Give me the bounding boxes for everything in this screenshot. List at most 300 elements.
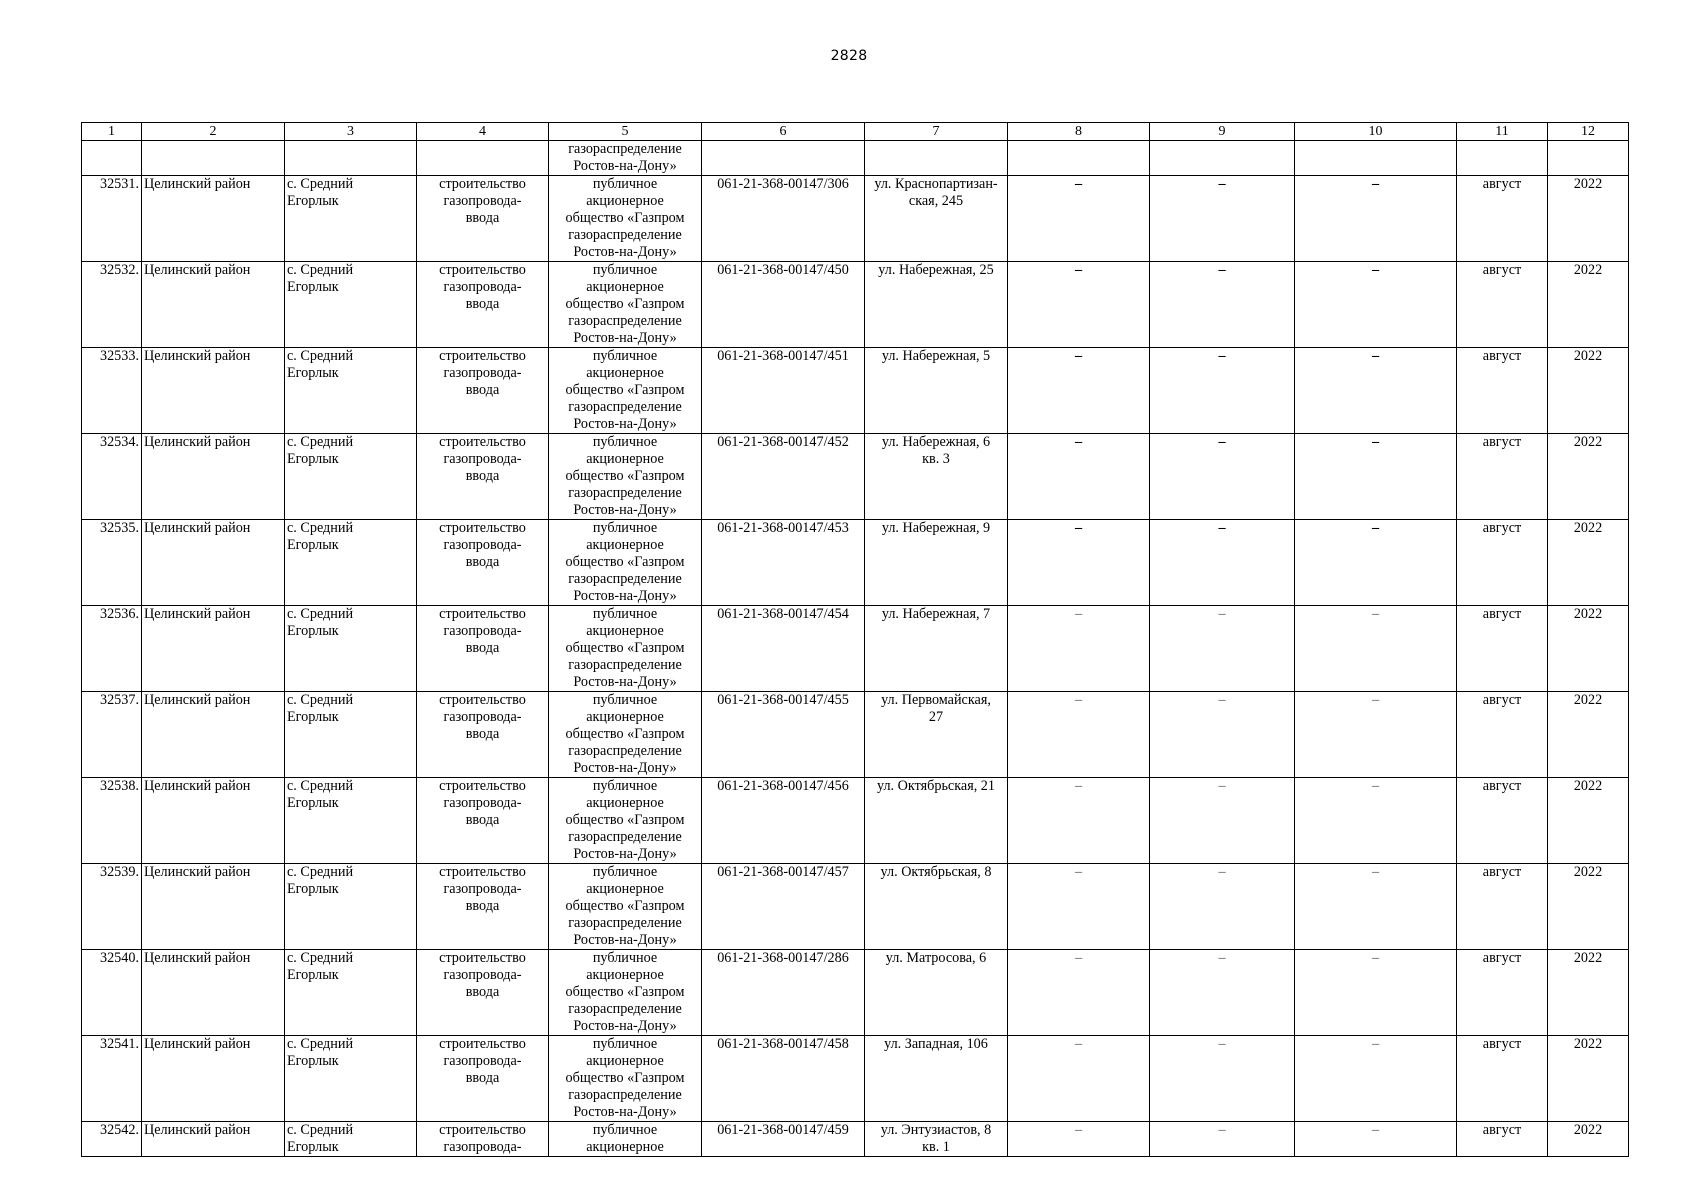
cell-col9-line: – xyxy=(1218,606,1226,622)
cell-row-number-line: 32533. xyxy=(99,348,139,364)
cell-row-number xyxy=(82,262,142,348)
column-header-10: 10 xyxy=(1295,123,1457,141)
cell-month-line: август xyxy=(1482,262,1522,278)
cell-col10-line: – xyxy=(1371,606,1380,622)
cell-empty xyxy=(865,141,1008,176)
table-row xyxy=(82,1036,1629,1122)
cell-owner-line: газораспределение xyxy=(568,313,682,329)
cell-work-type-line: ввода xyxy=(465,812,500,828)
cell-col8 xyxy=(1008,864,1150,950)
cell-owner-line: акционерное xyxy=(586,881,664,897)
table-row xyxy=(82,520,1629,606)
cell-col8 xyxy=(1008,176,1150,262)
cell-row-number xyxy=(82,520,142,606)
cell-work-type-line: ввода xyxy=(465,984,500,1000)
cell-work-type-line: ввода xyxy=(465,898,500,914)
cell-work-type xyxy=(417,348,549,434)
cell-owner-line: акционерное xyxy=(586,795,664,811)
cell-col10 xyxy=(1295,864,1457,950)
cell-address-line: ул. Энтузиастов, 8 xyxy=(880,1122,992,1138)
cell-owner-line: публичное xyxy=(592,1036,658,1052)
table-row xyxy=(82,778,1629,864)
cell-address xyxy=(865,176,1008,262)
cell-owner xyxy=(549,434,702,520)
cell-settlement-line: Егорлык xyxy=(287,193,339,209)
cell-owner-line: публичное xyxy=(592,778,658,794)
cell-work-type-line: ввода xyxy=(465,382,500,398)
cell-row-number-line: 32536. xyxy=(99,606,139,622)
cell-owner-line: общество «Газпром xyxy=(565,1070,685,1086)
cell-code-line: 061-21-368-00147/459 xyxy=(717,1122,849,1138)
cell-settlement-line: с. Средний xyxy=(287,262,354,278)
cell-code-line: 061-21-368-00147/451 xyxy=(717,348,849,364)
owner-line: газораспределение xyxy=(568,141,682,157)
cell-district xyxy=(142,262,285,348)
column-header-2: 2 xyxy=(142,123,285,141)
cell-col9 xyxy=(1150,950,1295,1036)
cell-row-number xyxy=(82,348,142,434)
cell-month-line: август xyxy=(1482,778,1522,794)
cell-settlement-line: с. Средний xyxy=(287,606,354,622)
continuation-row xyxy=(82,141,1629,176)
cell-owner-line: публичное xyxy=(592,434,658,450)
cell-owner-line: общество «Газпром xyxy=(565,554,685,570)
cell-col8-line: – xyxy=(1074,1036,1083,1052)
cell-owner-line: Ростов-на-Дону» xyxy=(573,502,677,518)
cell-settlement-line: с. Средний xyxy=(287,1036,354,1052)
cell-empty xyxy=(1008,141,1150,176)
cell-col8-line: – xyxy=(1074,864,1083,880)
cell-col8 xyxy=(1008,950,1150,1036)
cell-year-line: 2022 xyxy=(1573,1122,1603,1138)
cell-col9-line: – xyxy=(1218,950,1226,966)
cell-work-type-line: газопровода- xyxy=(443,1139,522,1155)
cell-col8 xyxy=(1008,348,1150,434)
cell-settlement xyxy=(285,692,417,778)
cell-col10 xyxy=(1295,434,1457,520)
cell-empty xyxy=(1548,141,1629,176)
cell-district-line: Целинский район xyxy=(144,692,251,708)
table-row xyxy=(82,950,1629,1036)
cell-settlement xyxy=(285,1122,417,1157)
cell-district xyxy=(142,176,285,262)
cell-col8-line: – xyxy=(1074,606,1083,622)
cell-code-line: 061-21-368-00147/306 xyxy=(717,176,849,192)
cell-year-line: 2022 xyxy=(1573,434,1603,450)
cell-settlement-line: с. Средний xyxy=(287,950,354,966)
cell-owner-line: Ростов-на-Дону» xyxy=(573,674,677,690)
cell-col8-line: – xyxy=(1074,348,1083,364)
cell-work-type-line: ввода xyxy=(465,468,500,484)
cell-work-type-line: газопровода- xyxy=(443,623,522,639)
column-header-5: 5 xyxy=(549,123,702,141)
cell-code-line: 061-21-368-00147/458 xyxy=(717,1036,849,1052)
cell-year xyxy=(1548,864,1629,950)
cell-col9-line: – xyxy=(1218,864,1226,880)
cell-work-type-line: газопровода- xyxy=(443,365,522,381)
cell-year xyxy=(1548,778,1629,864)
cell-owner-line: Ростов-на-Дону» xyxy=(573,588,677,604)
cell-work-type-line: строительство xyxy=(439,348,526,364)
cell-month-line: август xyxy=(1482,692,1522,708)
cell-empty xyxy=(1457,141,1548,176)
cell-address xyxy=(865,864,1008,950)
cell-work-type-line: ввода xyxy=(465,1070,500,1086)
cell-empty xyxy=(1150,141,1295,176)
cell-col10-line: – xyxy=(1371,864,1380,880)
cell-owner-continuation xyxy=(549,141,702,176)
cell-year xyxy=(1548,434,1629,520)
cell-district-line: Целинский район xyxy=(144,1036,251,1052)
cell-settlement-line: Егорлык xyxy=(287,365,339,381)
column-header-3: 3 xyxy=(285,123,417,141)
cell-col8 xyxy=(1008,692,1150,778)
cell-work-type xyxy=(417,434,549,520)
cell-year xyxy=(1548,520,1629,606)
data-table xyxy=(81,122,1629,1157)
cell-row-number-line: 32535. xyxy=(99,520,139,536)
cell-month xyxy=(1457,864,1548,950)
cell-code-line: 061-21-368-00147/457 xyxy=(717,864,849,880)
cell-owner-line: общество «Газпром xyxy=(565,898,685,914)
cell-owner-line: акционерное xyxy=(586,365,664,381)
cell-settlement-line: Егорлык xyxy=(287,881,339,897)
cell-owner xyxy=(549,1036,702,1122)
cell-row-number-line: 32534. xyxy=(99,434,139,450)
cell-owner-line: акционерное xyxy=(586,709,664,725)
cell-settlement xyxy=(285,950,417,1036)
table-row xyxy=(82,176,1629,262)
cell-address-line: ул. Западная, 106 xyxy=(884,1036,988,1052)
cell-col9 xyxy=(1150,262,1295,348)
cell-empty xyxy=(82,141,142,176)
cell-empty xyxy=(285,141,417,176)
cell-settlement-line: с. Средний xyxy=(287,864,354,880)
cell-owner-line: газораспределение xyxy=(568,485,682,501)
cell-address-line: 27 xyxy=(928,709,944,725)
cell-district xyxy=(142,864,285,950)
cell-district-line: Целинский район xyxy=(144,864,251,880)
cell-year xyxy=(1548,606,1629,692)
cell-owner-line: публичное xyxy=(592,348,658,364)
column-header-11: 11 xyxy=(1457,123,1548,141)
cell-code xyxy=(702,950,865,1036)
cell-col9-line: – xyxy=(1218,262,1226,278)
cell-address-line: ул. Набережная, 5 xyxy=(881,348,991,364)
cell-settlement xyxy=(285,864,417,950)
cell-owner xyxy=(549,520,702,606)
cell-address-line: ул. Набережная, 7 xyxy=(881,606,991,622)
cell-code xyxy=(702,606,865,692)
cell-district-line: Целинский район xyxy=(144,606,251,622)
cell-col9 xyxy=(1150,1036,1295,1122)
cell-settlement-line: Егорлык xyxy=(287,1053,339,1069)
cell-owner-line: общество «Газпром xyxy=(565,726,685,742)
cell-address-line: ул. Октябрьская, 8 xyxy=(880,864,992,880)
cell-owner-line: публичное xyxy=(592,606,658,622)
cell-col8 xyxy=(1008,1122,1150,1157)
cell-district xyxy=(142,348,285,434)
cell-address-line: ул. Набережная, 6 xyxy=(881,434,991,450)
cell-col8 xyxy=(1008,1036,1150,1122)
cell-work-type-line: ввода xyxy=(465,210,500,226)
column-header-9: 9 xyxy=(1150,123,1295,141)
cell-col10 xyxy=(1295,1036,1457,1122)
cell-owner-line: газораспределение xyxy=(568,1001,682,1017)
cell-col9 xyxy=(1150,520,1295,606)
cell-col8-line: – xyxy=(1074,692,1083,708)
column-header-12: 12 xyxy=(1548,123,1629,141)
cell-row-number-line: 32539. xyxy=(99,864,139,880)
cell-settlement-line: с. Средний xyxy=(287,348,354,364)
cell-col9-line: – xyxy=(1218,778,1226,794)
cell-work-type xyxy=(417,778,549,864)
cell-code-line: 061-21-368-00147/452 xyxy=(717,434,849,450)
cell-owner xyxy=(549,692,702,778)
cell-code-line: 061-21-368-00147/456 xyxy=(717,778,849,794)
cell-owner-line: публичное xyxy=(592,262,658,278)
column-header-8: 8 xyxy=(1008,123,1150,141)
table-row xyxy=(82,434,1629,520)
cell-district xyxy=(142,950,285,1036)
cell-col9 xyxy=(1150,692,1295,778)
cell-owner-line: акционерное xyxy=(586,967,664,983)
cell-code-line: 061-21-368-00147/455 xyxy=(717,692,849,708)
cell-month-line: август xyxy=(1482,434,1522,450)
cell-district-line: Целинский район xyxy=(144,778,251,794)
cell-owner xyxy=(549,864,702,950)
cell-col8-line: – xyxy=(1074,434,1083,450)
cell-col8-line: – xyxy=(1074,262,1083,278)
cell-owner-line: Ростов-на-Дону» xyxy=(573,1104,677,1120)
cell-owner-line: Ростов-на-Дону» xyxy=(573,1018,677,1034)
cell-year-line: 2022 xyxy=(1573,606,1603,622)
cell-year-line: 2022 xyxy=(1573,692,1603,708)
table-row xyxy=(82,864,1629,950)
cell-month-line: август xyxy=(1482,950,1522,966)
cell-work-type-line: строительство xyxy=(439,176,526,192)
cell-settlement-line: Егорлык xyxy=(287,537,339,553)
cell-settlement-line: Егорлык xyxy=(287,795,339,811)
cell-district-line: Целинский район xyxy=(144,520,251,536)
cell-col9-line: – xyxy=(1218,176,1226,192)
cell-address xyxy=(865,1122,1008,1157)
cell-month xyxy=(1457,262,1548,348)
cell-code xyxy=(702,692,865,778)
cell-settlement-line: Егорлык xyxy=(287,967,339,983)
cell-year-line: 2022 xyxy=(1573,176,1603,192)
cell-year xyxy=(1548,262,1629,348)
cell-code xyxy=(702,1036,865,1122)
cell-month xyxy=(1457,176,1548,262)
cell-owner-line: Ростов-на-Дону» xyxy=(573,416,677,432)
cell-owner-line: Ростов-на-Дону» xyxy=(573,846,677,862)
cell-month xyxy=(1457,950,1548,1036)
cell-settlement-line: с. Средний xyxy=(287,692,354,708)
cell-col10 xyxy=(1295,950,1457,1036)
cell-owner-line: акционерное xyxy=(586,451,664,467)
page-number: 2828 xyxy=(830,48,868,64)
cell-work-type-line: строительство xyxy=(439,262,526,278)
cell-col8-line: – xyxy=(1074,176,1083,192)
cell-address-line: ул. Октябрьская, 21 xyxy=(877,778,995,794)
cell-row-number xyxy=(82,778,142,864)
cell-col9 xyxy=(1150,606,1295,692)
cell-code xyxy=(702,176,865,262)
cell-col9-line: – xyxy=(1218,1122,1226,1138)
cell-col10 xyxy=(1295,606,1457,692)
cell-work-type xyxy=(417,1036,549,1122)
cell-owner-line: общество «Газпром xyxy=(565,812,685,828)
cell-month xyxy=(1457,434,1548,520)
cell-owner-line: Ростов-на-Дону» xyxy=(573,932,677,948)
cell-month-line: август xyxy=(1482,1122,1522,1138)
cell-col8 xyxy=(1008,606,1150,692)
cell-work-type-line: газопровода- xyxy=(443,1053,522,1069)
cell-work-type-line: газопровода- xyxy=(443,279,522,295)
cell-empty xyxy=(1295,141,1457,176)
cell-owner xyxy=(549,1122,702,1157)
cell-month-line: август xyxy=(1482,176,1522,192)
cell-district xyxy=(142,778,285,864)
cell-work-type-line: ввода xyxy=(465,554,500,570)
cell-address-line: ская, 245 xyxy=(908,193,964,209)
cell-col9 xyxy=(1150,176,1295,262)
cell-year xyxy=(1548,1122,1629,1157)
cell-owner-line: публичное xyxy=(592,950,658,966)
table-row xyxy=(82,606,1629,692)
cell-year-line: 2022 xyxy=(1573,262,1603,278)
cell-settlement-line: Егорлык xyxy=(287,1139,339,1155)
cell-settlement xyxy=(285,606,417,692)
cell-row-number xyxy=(82,176,142,262)
cell-settlement xyxy=(285,434,417,520)
cell-col8 xyxy=(1008,262,1150,348)
cell-settlement-line: Егорлык xyxy=(287,709,339,725)
cell-work-type-line: газопровода- xyxy=(443,881,522,897)
cell-year-line: 2022 xyxy=(1573,864,1603,880)
cell-district-line: Целинский район xyxy=(144,950,251,966)
cell-code xyxy=(702,864,865,950)
table-row xyxy=(82,1122,1629,1157)
cell-empty xyxy=(702,141,865,176)
cell-settlement xyxy=(285,520,417,606)
cell-district xyxy=(142,434,285,520)
cell-work-type xyxy=(417,864,549,950)
cell-col8 xyxy=(1008,778,1150,864)
cell-code-line: 061-21-368-00147/453 xyxy=(717,520,849,536)
cell-address xyxy=(865,692,1008,778)
cell-empty xyxy=(417,141,549,176)
cell-month xyxy=(1457,606,1548,692)
cell-district-line: Целинский район xyxy=(144,262,251,278)
cell-work-type-line: строительство xyxy=(439,606,526,622)
cell-col9 xyxy=(1150,1122,1295,1157)
cell-address xyxy=(865,520,1008,606)
cell-month xyxy=(1457,520,1548,606)
table-row xyxy=(82,692,1629,778)
cell-work-type-line: строительство xyxy=(439,520,526,536)
cell-owner-line: газораспределение xyxy=(568,743,682,759)
cell-col9-line: – xyxy=(1218,520,1226,536)
cell-settlement-line: с. Средний xyxy=(287,176,354,192)
cell-work-type-line: газопровода- xyxy=(443,193,522,209)
cell-owner-line: Ростов-на-Дону» xyxy=(573,760,677,776)
cell-owner-line: публичное xyxy=(592,1122,658,1138)
cell-col10 xyxy=(1295,778,1457,864)
cell-year xyxy=(1548,176,1629,262)
cell-month xyxy=(1457,1036,1548,1122)
cell-settlement-line: с. Средний xyxy=(287,520,354,536)
cell-owner-line: газораспределение xyxy=(568,1087,682,1103)
cell-address-line: кв. 1 xyxy=(922,1139,950,1155)
cell-owner-line: публичное xyxy=(592,864,658,880)
cell-year xyxy=(1548,1036,1629,1122)
cell-work-type-line: строительство xyxy=(439,1036,526,1052)
cell-row-number-line: 32532. xyxy=(99,262,139,278)
cell-col8-line: – xyxy=(1074,520,1083,536)
cell-work-type-line: строительство xyxy=(439,864,526,880)
cell-owner-line: газораспределение xyxy=(568,915,682,931)
cell-work-type xyxy=(417,262,549,348)
cell-owner-line: общество «Газпром xyxy=(565,640,685,656)
cell-col10-line: – xyxy=(1371,1036,1380,1052)
cell-work-type xyxy=(417,692,549,778)
cell-work-type-line: строительство xyxy=(439,778,526,794)
cell-col9 xyxy=(1150,778,1295,864)
cell-work-type-line: строительство xyxy=(439,1122,526,1138)
cell-owner-line: акционерное xyxy=(586,537,664,553)
cell-owner xyxy=(549,606,702,692)
cell-settlement xyxy=(285,262,417,348)
cell-code xyxy=(702,1122,865,1157)
column-header-7: 7 xyxy=(865,123,1008,141)
cell-owner xyxy=(549,348,702,434)
cell-year-line: 2022 xyxy=(1573,950,1603,966)
cell-col10-line: – xyxy=(1371,434,1380,450)
cell-district-line: Целинский район xyxy=(144,176,251,192)
cell-month-line: август xyxy=(1482,864,1522,880)
table-row xyxy=(82,348,1629,434)
cell-row-number-line: 32531. xyxy=(99,176,139,192)
cell-address xyxy=(865,950,1008,1036)
cell-col8 xyxy=(1008,434,1150,520)
column-header-1: 1 xyxy=(82,123,142,141)
cell-owner xyxy=(549,176,702,262)
cell-owner-line: Ростов-на-Дону» xyxy=(573,330,677,346)
cell-col10 xyxy=(1295,1122,1457,1157)
cell-owner-line: общество «Газпром xyxy=(565,468,685,484)
cell-row-number xyxy=(82,950,142,1036)
cell-address-line: ул. Матросова, 6 xyxy=(885,950,987,966)
cell-row-number xyxy=(82,1036,142,1122)
cell-work-type xyxy=(417,520,549,606)
cell-col9-line: – xyxy=(1218,1036,1226,1052)
cell-owner-line: общество «Газпром xyxy=(565,382,685,398)
cell-work-type-line: газопровода- xyxy=(443,451,522,467)
cell-col9 xyxy=(1150,434,1295,520)
cell-work-type xyxy=(417,950,549,1036)
cell-settlement xyxy=(285,778,417,864)
cell-owner-line: газораспределение xyxy=(568,571,682,587)
column-header-4: 4 xyxy=(417,123,549,141)
cell-settlement-line: с. Средний xyxy=(287,1122,354,1138)
cell-owner-line: публичное xyxy=(592,520,658,536)
cell-row-number xyxy=(82,1122,142,1157)
owner-line: Ростов-на-Дону» xyxy=(573,158,677,174)
cell-year xyxy=(1548,950,1629,1036)
cell-address-line: ул. Набережная, 25 xyxy=(878,262,994,278)
